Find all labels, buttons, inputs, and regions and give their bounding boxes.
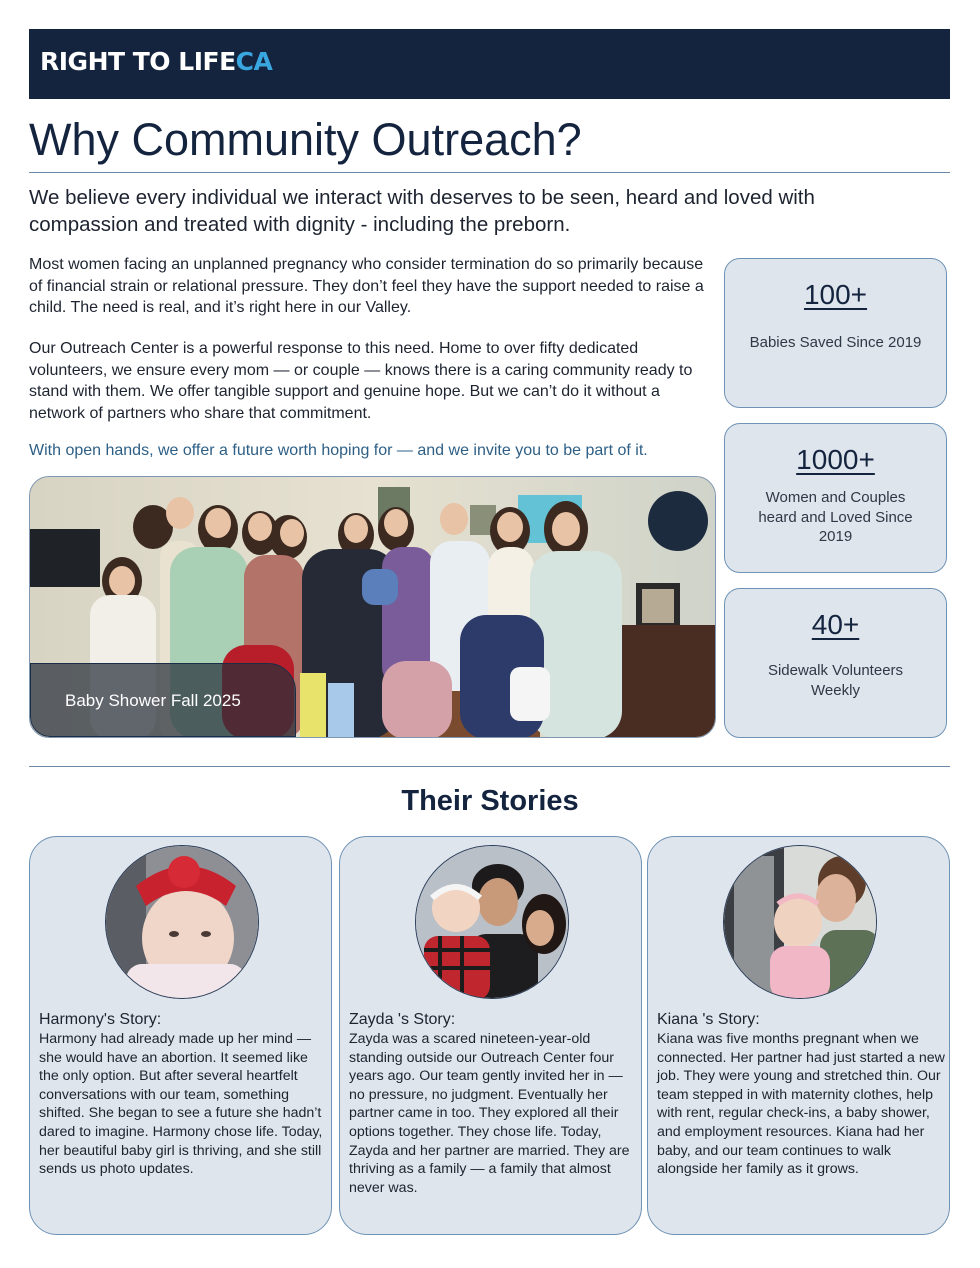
story-card-kiana [647, 836, 950, 1235]
story-photo-zayda [415, 845, 569, 999]
story-heading: Harmony's Story: [39, 1011, 162, 1028]
group-photo [29, 476, 716, 738]
stories-section-title: Their Stories [401, 785, 579, 817]
story-heading: Zayda 's Story: [349, 1011, 456, 1028]
intro-paragraph: Most women facing an unplanned pregnancy who consider termination do so primarily because of financial strain or relational pressure. They don’t feel they have the support needed to raise a child. The need is real, and it’s right here in our Valley. [29, 256, 704, 316]
outreach-paragraph: Our Outreach Center is a powerful response to this need. Home to over fifty dedicated volunteers, we ensure every mom — or couple — knows there is a caring community ready to stand with them. We offer tangible support and genuine hope. But we can’t do it without a network of partners who share that commitment. [29, 340, 693, 422]
stat-label: Babies Saved Since 2019 [749, 334, 922, 351]
logo-accent-text: CA [235, 47, 273, 76]
tagline: With open hands, we offer a future worth hoping for — and we invite you to be part of it. [29, 442, 648, 459]
photo-caption-text: Baby Shower Fall 2025 [65, 691, 241, 710]
stat-card-babies-saved [724, 258, 947, 408]
story-heading: Kiana 's Story: [657, 1011, 760, 1028]
family-photo-illustration [416, 846, 569, 999]
header-bar [29, 29, 950, 99]
baby-photo-illustration [106, 846, 259, 999]
title-divider [29, 172, 950, 173]
story-photo-harmony [105, 845, 259, 999]
page-title: Why Community Outreach? [29, 114, 582, 165]
story-body: Harmony had already made up her mind — she would have an abortion. It seemed like the only option. But after several heartfelt conversations with our team, something shifted. She began to see a future she hadn’t dared to imagine. Harmony chose life. Today, her beautiful baby girl is thriving, and she still sends us photo updates. [39, 1031, 323, 1178]
story-card-harmony [29, 836, 332, 1235]
stat-label: Women and Couples heard and Loved Since 2019 [758, 489, 913, 545]
story-body: Kiana was five months pregnant when we connected. Her partner had just started a new job. They were young and stretched thin. Our team stepped in with maternity clothes, help with rent, regular check-ins, a baby shower, and employment resources. Kiana had her baby, and our team continues to walk alongside her family as it grows. [657, 1031, 945, 1178]
stat-label: Sidewalk Volunteers Weekly [767, 662, 904, 699]
stat-number: 100+ [803, 279, 868, 310]
photo-caption [30, 663, 296, 737]
section-divider [29, 766, 950, 767]
stat-card-women-couples [724, 423, 947, 573]
stat-card-sidewalk-volunteers [724, 588, 947, 738]
story-body: Zayda was a scared nineteen-year-old standing outside our Outreach Center four years ago. Our team gently invited her in — no pressure, no judgment. Eventually her partner came in too. They explored all their options together. They chose life. Today, Zayda and her partner are married. They are thriving as a family — a family that almost never was. [349, 1031, 630, 1196]
stat-number: 40+ [811, 609, 860, 640]
stat-number: 1000+ [796, 444, 875, 475]
logo-main-text: RIGHT TO LIFE [40, 47, 236, 76]
story-card-zayda [339, 836, 642, 1235]
father-baby-photo-illustration [724, 846, 877, 999]
lead-statement: We believe every individual we interact with deserves to be seen, heard and loved with compassion and treated with dignity - including the preborn. [29, 186, 815, 236]
logo [40, 47, 272, 76]
story-photo-kiana [723, 845, 877, 999]
